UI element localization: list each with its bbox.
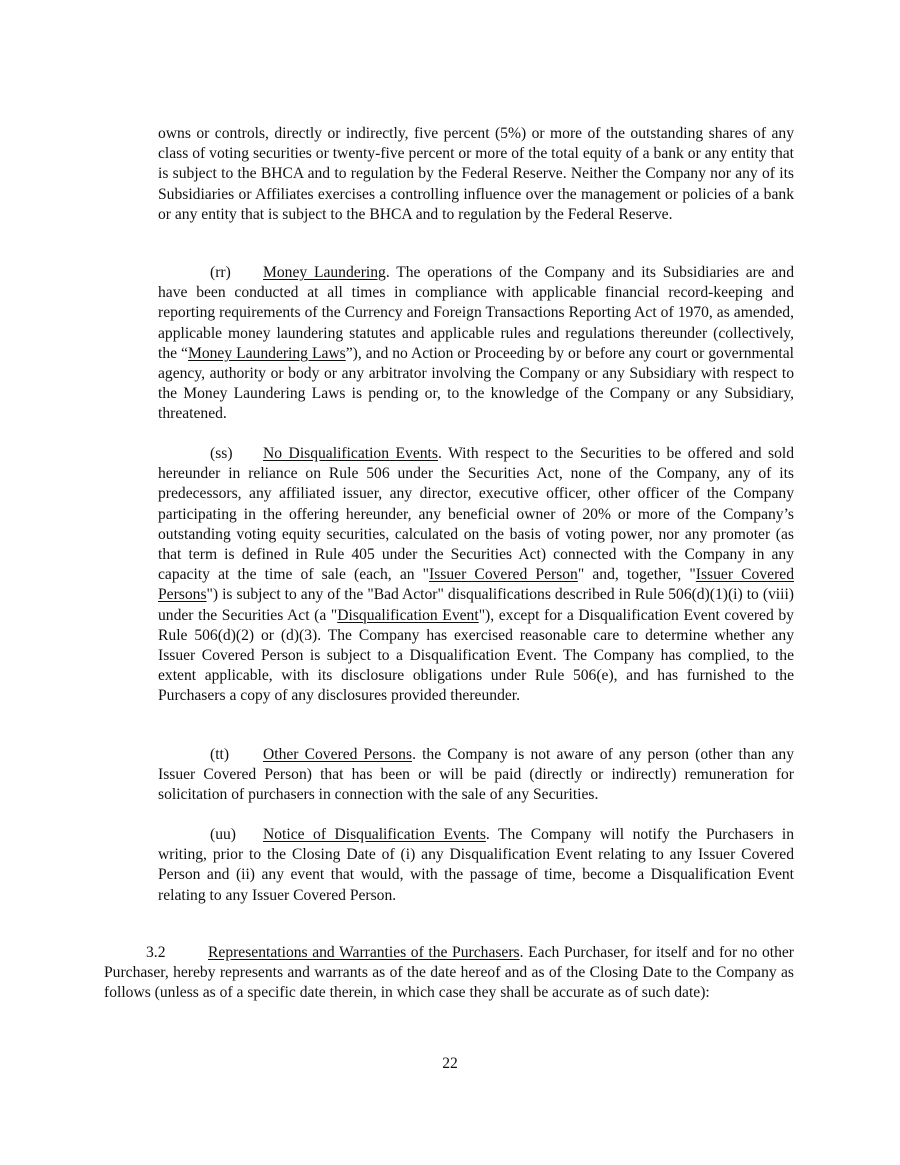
section-rr-term: Money Laundering Laws — [187, 344, 346, 362]
paragraph-intro — [158, 124, 794, 225]
section-rr — [158, 263, 794, 425]
section-ss — [158, 444, 794, 707]
section-rr-text-b: ”), and no Action or Proceeding by or before any court or governmental agency, authority or body or any arbitrator involving the Company or any Subsidiary with respect to the Money Laundering Laws is pending or, to the knowledge of the Company or any Subsidiary, threatened. — [158, 344, 794, 423]
section-3-2-text: . Each Purchaser, for itself and for no other Purchaser, hereby represents and warrants as of the date hereof and as of the Closing Date to the Company as follows (unless as of a specific date therein, in which case they shall be accurate as of such date): — [104, 944, 795, 1002]
section-uu-text: . The Company will notify the Purchasers in writing, prior to the Closing Date of (i) any Disqualification Event relating to any Issuer Covered Person and (ii) any event that would, with the passage of time, become a Disqualification Event relating to any Issuer Covered Person. — [158, 826, 794, 904]
section-uu-title: Notice of Disqualification Events — [263, 826, 486, 843]
section-3-2-title: Representations and Warranties of the Purchasers — [208, 944, 520, 961]
section-rr-text-a: . The operations of the Company and its Subsidiaries are and have been conducted at all times in compliance with applicable financial record-keeping and reporting requirements of the Currency and Foreign Transactions Reporting Act of 1970, as amended, applicable money laundering statutes and applicable rules and regulations thereunder (collectively, the “ — [158, 264, 795, 362]
section-ss-term-issuer-covered-person: Issuer Covered Person — [429, 566, 578, 584]
section-3-2 — [104, 943, 794, 1004]
section-ss-number: (ss) — [210, 445, 233, 462]
section-ss-term-issuer-covered-persons: Issuer Covered Persons — [158, 566, 794, 604]
section-tt-text: . the Company is not aware of any person (other than any Issuer Covered Person) that has been or will be paid (directly or indirectly) remuneration for solicitation of purchasers in connection with the sale of any Securities. — [158, 746, 794, 804]
section-ss-title: No Disqualification Events — [263, 445, 438, 462]
section-rr-title: Money Laundering — [263, 264, 386, 281]
page-number: 22 — [442, 1055, 458, 1072]
section-ss-text-b: " and, together, " — [577, 566, 696, 584]
section-ss-text-a: . With respect to the Securities to be offered and sold hereunder in reliance on Rule 506 under the Securities Act, none of the Company, any of its predecessors, any affiliated issuer, any director, executive officer, other officer of the Company participating in the offering hereunder, any beneficial owner of 20% or more of the Company’s outstanding voting equity securities, calculated on the basis of voting power, nor any promoter (as that term is defined in Rule 405 under the Securities Act) connected with the Company in any capacity at the time of sale (each, an " — [158, 445, 795, 584]
section-3-2-number: 3.2 — [146, 944, 166, 961]
section-ss-text-d: "), except for a Disqualification Event covered by Rule 506(d)(2) or (d)(3). The Company has exercised reasonable care to determine whether any Issuer Covered Person is subject to a Disqualification Event. The Company has complied, to the extent applicable, with its disclosure obligations under Rule 506(e), and has furnished to the Purchasers a copy of any disclosures provided thereunder. — [158, 606, 794, 705]
section-tt-title: Other Covered Persons — [263, 746, 413, 763]
section-tt — [158, 745, 794, 806]
section-rr-number: (rr) — [210, 264, 231, 281]
paragraph-intro-text: owns or controls, directly or indirectly, five percent (5%) or more of the outstanding shares of any class of voting securities or twenty-five percent or more of the total equity of a bank or any entity that is subject to the BHCA and to regulation by the Federal Reserve. Neither the Company nor any of its Subsidiaries or Affiliates exercises a controlling influence over the management or policies of a bank or any entity that is subject to the BHCA and to regulation by the Federal Reserve. — [158, 125, 794, 223]
section-uu-number: (uu) — [210, 826, 236, 843]
section-ss-text-c: ") is subject to any of the "Bad Actor" disqualifications described in Rule 506(d)(1)(i) to (viii) under the Securities Act (a " — [158, 586, 794, 624]
section-tt-number: (tt) — [210, 746, 230, 763]
section-uu — [158, 825, 794, 906]
section-ss-term-disqualification-event: Disqualification Event — [337, 606, 479, 624]
